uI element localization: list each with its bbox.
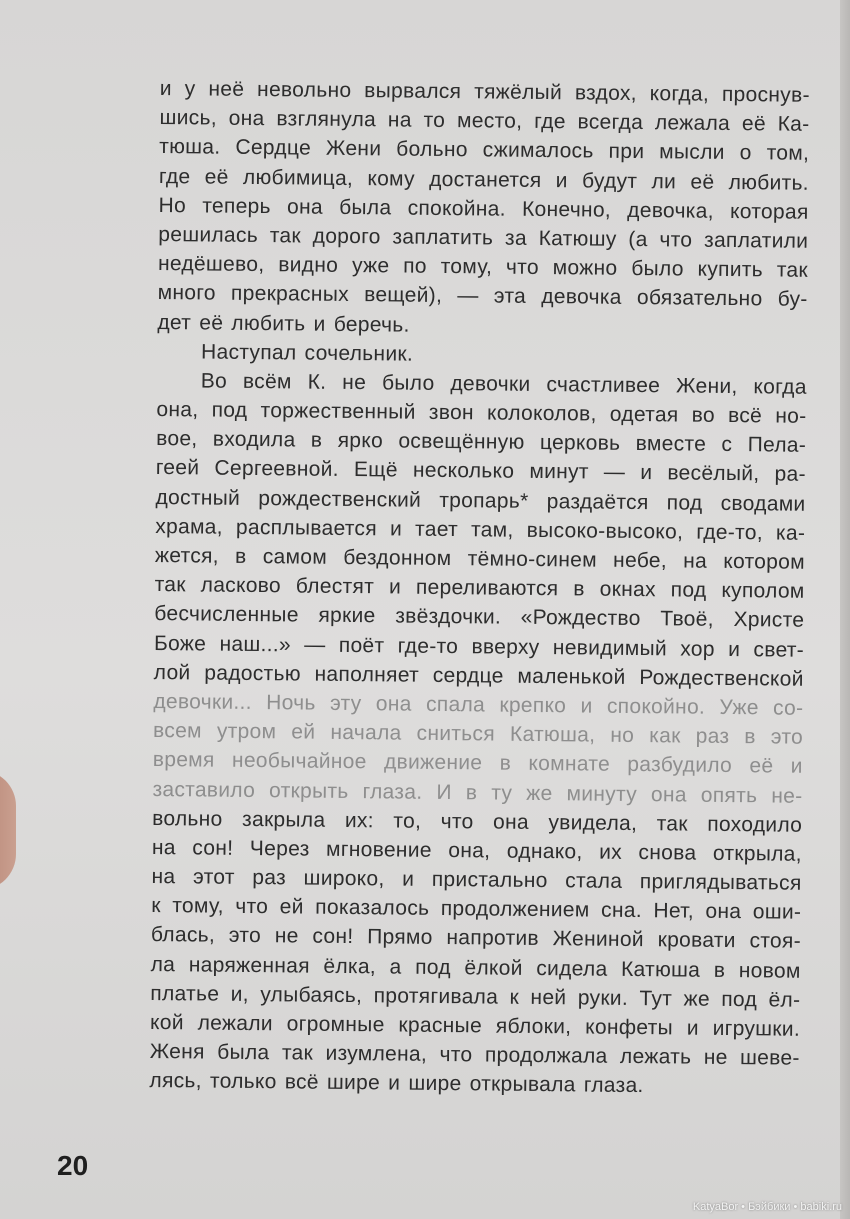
text-line: на сон! Через мгновение она, однако, их снова открыла, bbox=[151, 835, 802, 866]
text-line: всем утром ей начала сниться Катюша, но как раз в это bbox=[153, 719, 804, 749]
text-line: заставило открыть глаза. И в ту же минуту она опять не- bbox=[152, 777, 803, 808]
text-line: Наступал сочельник. bbox=[200, 340, 414, 366]
watermark: KatyaBor • Бэйбики • babiki.ru bbox=[692, 1201, 842, 1213]
text-line: Боже наш...» — поёт где-то вверху невидимый хор и свет- bbox=[153, 631, 805, 662]
text-line: и у неё невольно вырвался тяжёлый вздох, когда, проснув- bbox=[159, 76, 810, 107]
text-line: Женя была так изумлена, что продолжала лежать не шеве- bbox=[149, 1040, 800, 1070]
body-text bbox=[149, 74, 810, 1102]
text-line: девочки... Ночь эту она спала крепко и спокойно. Уже со- bbox=[153, 689, 804, 720]
text-line: тюша. Сердце Жени больно сжималось при мысли о том, bbox=[159, 135, 810, 166]
text-line: так ласково блестят и переливаются в окнах под куполом bbox=[154, 573, 805, 603]
text-line: дет её любить и беречь. bbox=[157, 310, 410, 337]
text-line: она, под торжественный звон колоколов, одетая во всё но- bbox=[156, 398, 807, 428]
text-line: бесчисленные яркие звёздочки. «Рождество Твоё, Христе bbox=[154, 602, 805, 633]
text-line: лясь, только всё шире и шире открывала глаза. bbox=[149, 1069, 644, 1098]
text-line: шись, она взглянула на то место, где всегда лежала её Ка- bbox=[159, 106, 810, 136]
text-line: вое, входила в ярко освещённую церковь вместе с Пела- bbox=[156, 427, 807, 458]
text-line: достный рождественский тропарь* раздаётся под сводами bbox=[155, 485, 806, 516]
text-line: жется, в самом бездонном тёмно-синем небе, на котором bbox=[154, 543, 806, 574]
text-line: кой лежали огромные красные яблоки, конфеты и игрушки. bbox=[149, 1010, 801, 1041]
text-line: Но теперь она была спокойна. Конечно, девочка, которая bbox=[158, 193, 809, 224]
text-line: Во всём К. не было девочки счастливее Жени, когда bbox=[200, 369, 807, 399]
text-line: вольно закрыла их: то, что она увидела, так походило bbox=[152, 806, 803, 837]
text-line: блась, это не сон! Прямо напротив Жениной кровати стоя- bbox=[150, 923, 802, 954]
page-edge-shadow bbox=[840, 0, 850, 1219]
text-line: где её любимица, кому достанется и будут ли её любить. bbox=[158, 164, 810, 195]
text-line: решилась так дорого заплатить за Катюшу (а что заплатили bbox=[158, 222, 809, 253]
text-line: недёшево, видно уже по тому, что можно было купить так bbox=[157, 252, 809, 282]
text-line: много прекрасных вещей), — эта девочка обязательно бу- bbox=[157, 281, 808, 312]
page-number: 20 bbox=[57, 1150, 89, 1181]
text-line: время необычайное движение в комнате разбудило её и bbox=[152, 748, 803, 779]
text-line: геей Сергеевной. Ещё несколько минут — и весёлый, ра- bbox=[155, 456, 806, 487]
text-line: храма, расплывается и тает там, высоко-высоко, где-то, ка- bbox=[155, 514, 806, 545]
text-line: лой радостью наполняет сердце маленькой Рождественской bbox=[153, 660, 804, 691]
text-line: на этот раз широко, и пристально стала приглядываться bbox=[151, 865, 802, 895]
text-line: платье и, улыбаясь, протягивала к ней руки. Тут же под ёл- bbox=[150, 981, 801, 1012]
text-line: к тому, что ей показалось продолжением сна. Нет, она оши- bbox=[151, 894, 802, 925]
text-line: ла наряженная ёлка, а под ёлкой сидела Катюша в новом bbox=[150, 952, 801, 983]
